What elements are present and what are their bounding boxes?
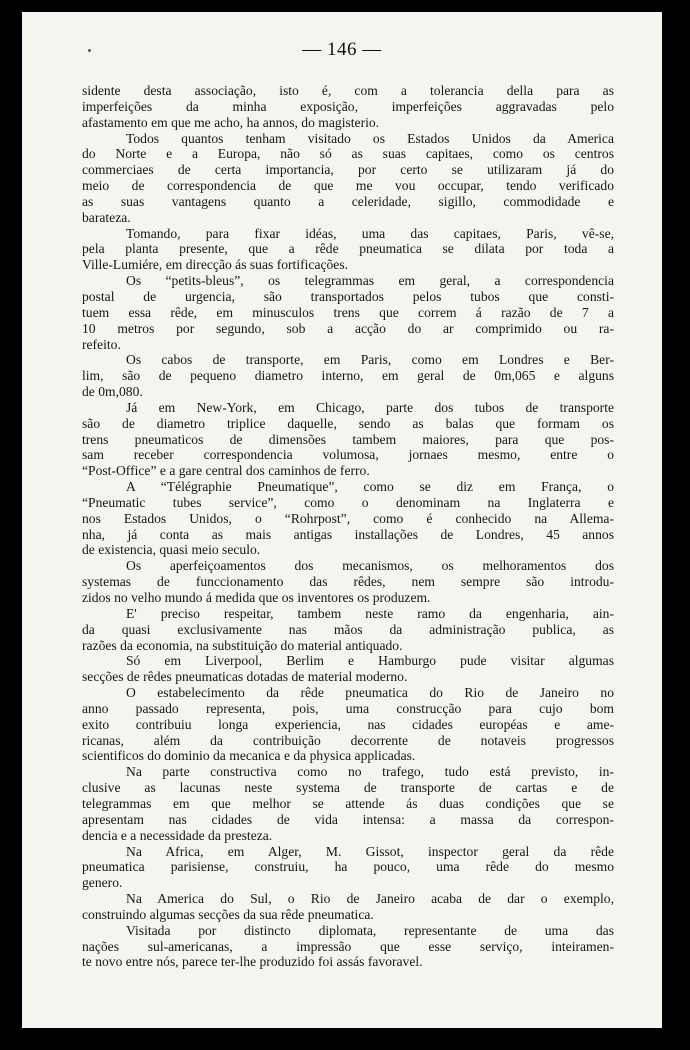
text-line: “Pneumatic tubes service”, como o denominam na Inglaterra e bbox=[82, 494, 614, 510]
text-line: scientificos do dominio da mecanica e da physica applicadas. bbox=[82, 748, 416, 764]
text-body bbox=[82, 83, 614, 970]
text-line: Todos quantos tenham visitado os Estados Unidos da America bbox=[126, 130, 614, 146]
text-line: de existencia, quasi meio seculo. bbox=[82, 542, 261, 558]
text-line: do Norte e a Europa, não só as suas capitaes, como os centros bbox=[82, 146, 614, 162]
text-line: “Post-Office” e a gare central dos caminhos de ferro. bbox=[82, 463, 370, 479]
text-line: apresentam nas cidades de vida intensa: a massa da correspon- bbox=[82, 811, 614, 827]
text-line: anno passado representa, pois, uma construcção para cujo bom bbox=[82, 700, 614, 716]
text-line: Os aperfeiçoamentos dos mecanismos, os melhoramentos dos bbox=[126, 558, 614, 574]
text-line: Tomando, para fixar idéas, uma das capitaes, Paris, vê-se, bbox=[126, 225, 614, 241]
text-line: pneumatica parisiense, construiu, ha pouco, uma rêde do mesmo bbox=[82, 859, 614, 875]
paragraph bbox=[82, 400, 614, 479]
text-line: Na parte constructiva como no trafego, tudo está previsto, in- bbox=[126, 764, 614, 780]
text-line: nações sul-americanas, a impressão que esse serviço, inteiramen- bbox=[82, 938, 614, 954]
text-line: de 0m,080. bbox=[82, 384, 143, 400]
text-line: postal de urgencia, são transportados pelos tubos que consti- bbox=[82, 288, 614, 304]
text-line: razões da economia, na substituição do material antiquado. bbox=[82, 637, 403, 653]
paragraph bbox=[82, 764, 614, 843]
text-line: commerciaes de certa importancia, por certo se utilizaram já do bbox=[82, 162, 614, 178]
text-line: sidente desta associação, isto é, com a tolerancia della para as bbox=[82, 83, 614, 98]
text-line: telegrammas em que melhor se attende ás duas condições que se bbox=[82, 795, 614, 811]
paragraph bbox=[82, 226, 614, 274]
paragraph bbox=[82, 83, 614, 131]
text-line: Os cabos de transporte, em Paris, como em Londres e Ber- bbox=[126, 352, 614, 368]
paragraph bbox=[82, 131, 614, 226]
text-line: A “Télégraphie Pneumatique”, como se diz em França, o bbox=[126, 479, 614, 495]
paragraph bbox=[82, 479, 614, 558]
text-line: imperfeições da minha exposição, imperfeições aggravadas pelo bbox=[82, 98, 614, 114]
text-line: clusive as lacunas neste systema de transporte de cartas e de bbox=[82, 780, 614, 796]
text-line: Ville-Lumiére, em direcção ás suas fortificações. bbox=[82, 257, 349, 273]
text-line: secções de rêdes pneumaticas dotadas de material moderno. bbox=[82, 669, 408, 685]
text-line: refeito. bbox=[82, 336, 121, 352]
text-line: pela planta presente, que a rêde pneumatica se dilata por toda a bbox=[82, 241, 614, 257]
text-line: O estabelecimento da rêde pneumatica do Rio de Janeiro no bbox=[126, 685, 614, 701]
text-line: 10 metros por segundo, sob a acção do ar comprimido ou ra- bbox=[82, 320, 614, 336]
text-line: meio de correspondencia de que me vou occupar, tendo verificado bbox=[82, 178, 614, 194]
text-line: systemas de funccionamento das rêdes, nem sempre são introdu- bbox=[82, 574, 614, 590]
text-line: barateza. bbox=[82, 209, 131, 225]
paragraph bbox=[82, 606, 614, 654]
paragraph bbox=[82, 685, 614, 764]
text-line: lim, são de pequeno diametro interno, em geral de 0m,065 e alguns bbox=[82, 368, 614, 384]
paragraph bbox=[82, 891, 614, 923]
text-line: nos Estados Unidos, o “Rohrpost”, como é conhecido na Allema- bbox=[82, 510, 614, 526]
paragraph bbox=[82, 844, 614, 892]
text-line: zidos no velho mundo á medida que os inventores os produzem. bbox=[82, 590, 431, 605]
text-line: sam receber correspondencia volumosa, jornaes mesmo, entre o bbox=[82, 447, 614, 463]
paragraph bbox=[82, 352, 614, 400]
text-line: trens pneumaticos de dimensões tambem maiores, para que pos- bbox=[82, 431, 614, 447]
paragraph bbox=[82, 923, 614, 971]
text-line: dencia e a necessidade da presteza. bbox=[82, 827, 273, 843]
text-line: Visitada por distincto diplomata, representante de uma das bbox=[126, 922, 614, 938]
text-line: construindo algumas secções da sua rêde pneumatica. bbox=[82, 906, 374, 922]
text-line: te novo entre nós, parece ter-lhe produzido foi assás favoravel. bbox=[82, 954, 423, 970]
text-line: nha, já conta as mais antigas installações de Londres, 45 annos bbox=[82, 526, 614, 542]
paragraph bbox=[82, 273, 614, 352]
page-number: — 146 — bbox=[302, 39, 382, 60]
text-line: afastamento em que me acho, ha annos, do magisterio. bbox=[82, 114, 380, 130]
text-line: E' preciso respeitar, tambem neste ramo da engenharia, ain- bbox=[126, 605, 614, 621]
text-line: são de diametro triplice daquelle, sendo as balas que formam os bbox=[82, 415, 614, 431]
text-line: da quasi exclusivamente nas mãos da administração publica, as bbox=[82, 621, 614, 637]
text-line: exito contribuiu longa experiencia, nas cidades européas e ame- bbox=[82, 716, 614, 732]
text-line: Só em Liverpool, Berlim e Hamburgo pude visitar algumas bbox=[126, 653, 614, 669]
text-line: as suas vantagens quanto a celeridade, sigillo, commodidade e bbox=[82, 193, 614, 209]
text-line: Na America do Sul, o Rio de Janeiro acaba de dar o exemplo, bbox=[126, 891, 614, 907]
paragraph bbox=[82, 558, 614, 606]
text-line: Já em New-York, em Chicago, parte dos tubos de transporte bbox=[126, 399, 614, 415]
text-line: Os “petits-bleus”, os telegrammas em geral, a correspondencia bbox=[126, 273, 614, 289]
text-line: Na Africa, em Alger, M. Gissot, inspector geral da rêde bbox=[126, 843, 614, 859]
text-line: ricanas, além da contribuição decorrente de notaveis progressos bbox=[82, 732, 614, 748]
document-page bbox=[22, 12, 662, 1028]
text-line: genero. bbox=[82, 875, 123, 891]
paragraph bbox=[82, 653, 614, 685]
text-line: tuem essa rêde, em minusculos trens que correm á razão de 7 a bbox=[82, 304, 614, 320]
